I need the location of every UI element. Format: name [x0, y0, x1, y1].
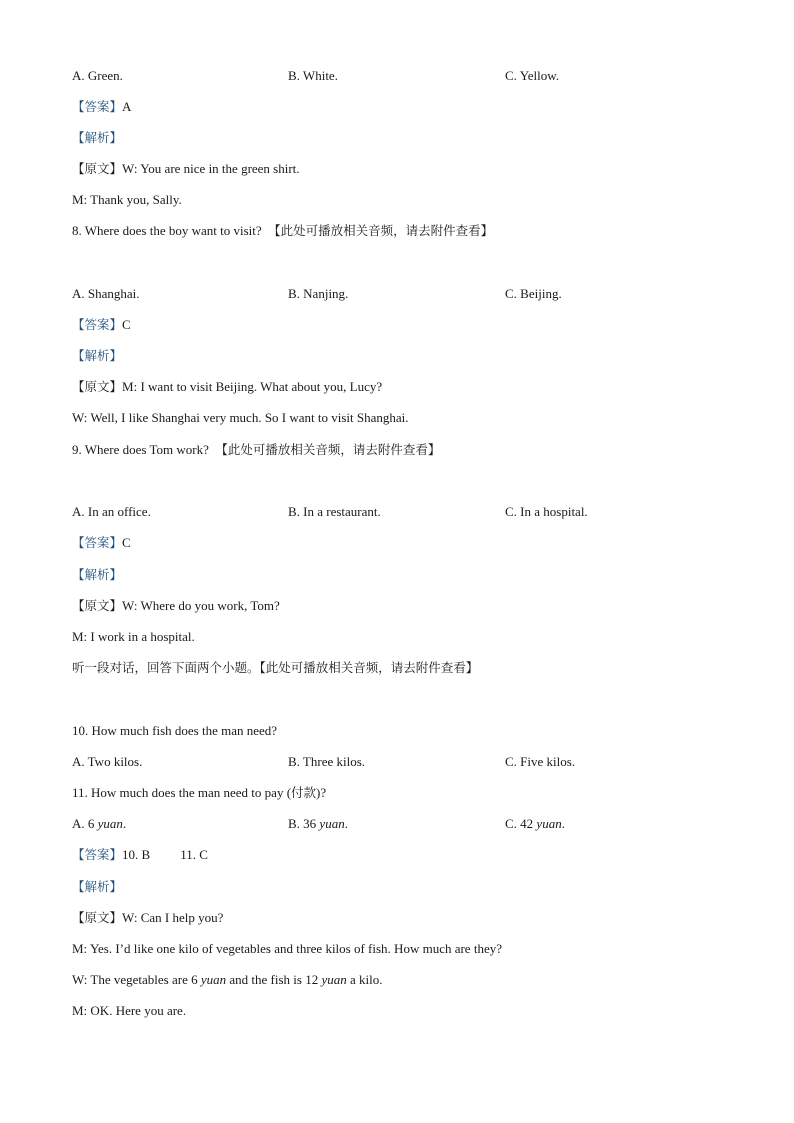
q9-audio-note: 【此处可播放相关音频，请去附件查看】: [215, 442, 441, 457]
q11-option-a: A. 6 yuan.: [72, 816, 127, 831]
q10-option-a: A. Two kilos.: [72, 754, 143, 769]
q10-question: 10. How much fish does the man need?: [72, 723, 278, 738]
q8-option-c: C. Beijing.: [505, 286, 562, 301]
q10-option-b: B. Three kilos.: [288, 754, 366, 769]
q10-11-script-line-4: M: OK. Here you are.: [72, 1003, 187, 1018]
q7-script-line-2: M: Thank you, Sally.: [72, 192, 182, 207]
q8-analysis: 【解析】: [72, 348, 123, 363]
q9-option-c: C. In a hospital.: [505, 504, 588, 519]
q7-option-b: B. White.: [288, 68, 338, 83]
q7-answer: 【答案】A: [72, 99, 132, 114]
q9-option-a: A. In an office.: [72, 504, 151, 519]
q11-option-b: B. 36 yuan.: [288, 816, 348, 831]
q7-script-line-1: 【原文】W: You are nice in the green shirt.: [72, 161, 300, 176]
q11-question: 11. How much does the man need to pay (付款)?: [72, 785, 327, 800]
q10-option-c: C. Five kilos.: [505, 754, 576, 769]
q9-script-line-1: 【原文】W: Where do you work, Tom?: [72, 598, 280, 613]
section-instruction: 听一段对话，回答下面两个小题。【此处可播放相关音频，请去附件查看】: [72, 660, 479, 675]
q9-option-b: B. In a restaurant.: [288, 504, 381, 519]
q9-analysis: 【解析】: [72, 567, 123, 582]
q10-11-script-line-2: M: Yes. I’d like one kilo of vegetables and three kilos of fish. How much are they?: [72, 941, 502, 956]
q7-option-c: C. Yellow.: [505, 68, 560, 83]
q10-11-script-line-3: W: The vegetables are 6 yuan and the fish is 12 yuan a kilo.: [72, 972, 383, 987]
q10-11-script-line-1: 【原文】W: Can I help you?: [72, 910, 224, 925]
q10-11-analysis: 【解析】: [72, 879, 123, 894]
q8-audio-note: 【此处可播放相关音频，请去附件查看】: [268, 223, 494, 238]
q9-question: 9. Where does Tom work? 【此处可播放相关音频，请去附件查看】: [72, 442, 441, 457]
q9-script-line-2: M: I work in a hospital.: [72, 629, 195, 644]
q8-option-a: A. Shanghai.: [72, 286, 140, 301]
q8-answer: 【答案】C: [72, 317, 131, 332]
q8-script-line-1: 【原文】M: I want to visit Beijing. What about you, Lucy?: [72, 379, 383, 394]
q7-analysis: 【解析】: [72, 130, 123, 145]
section-audio-note: 【此处可播放相关音频，请去附件查看】: [259, 660, 479, 675]
q9-answer: 【答案】C: [72, 535, 131, 550]
q7-option-a: A. Green.: [72, 68, 123, 83]
q10-11-answer: 【答案】10. B 11. C: [72, 847, 208, 862]
q8-question: 8. Where does the boy want to visit? 【此处可播放相关音频，请去附件查看】: [72, 223, 494, 238]
q11-option-c: C. 42 yuan.: [505, 816, 565, 831]
q8-option-b: B. Nanjing.: [288, 286, 349, 301]
q8-script-line-2: W: Well, I like Shanghai very much. So I want to visit Shanghai.: [72, 410, 409, 425]
